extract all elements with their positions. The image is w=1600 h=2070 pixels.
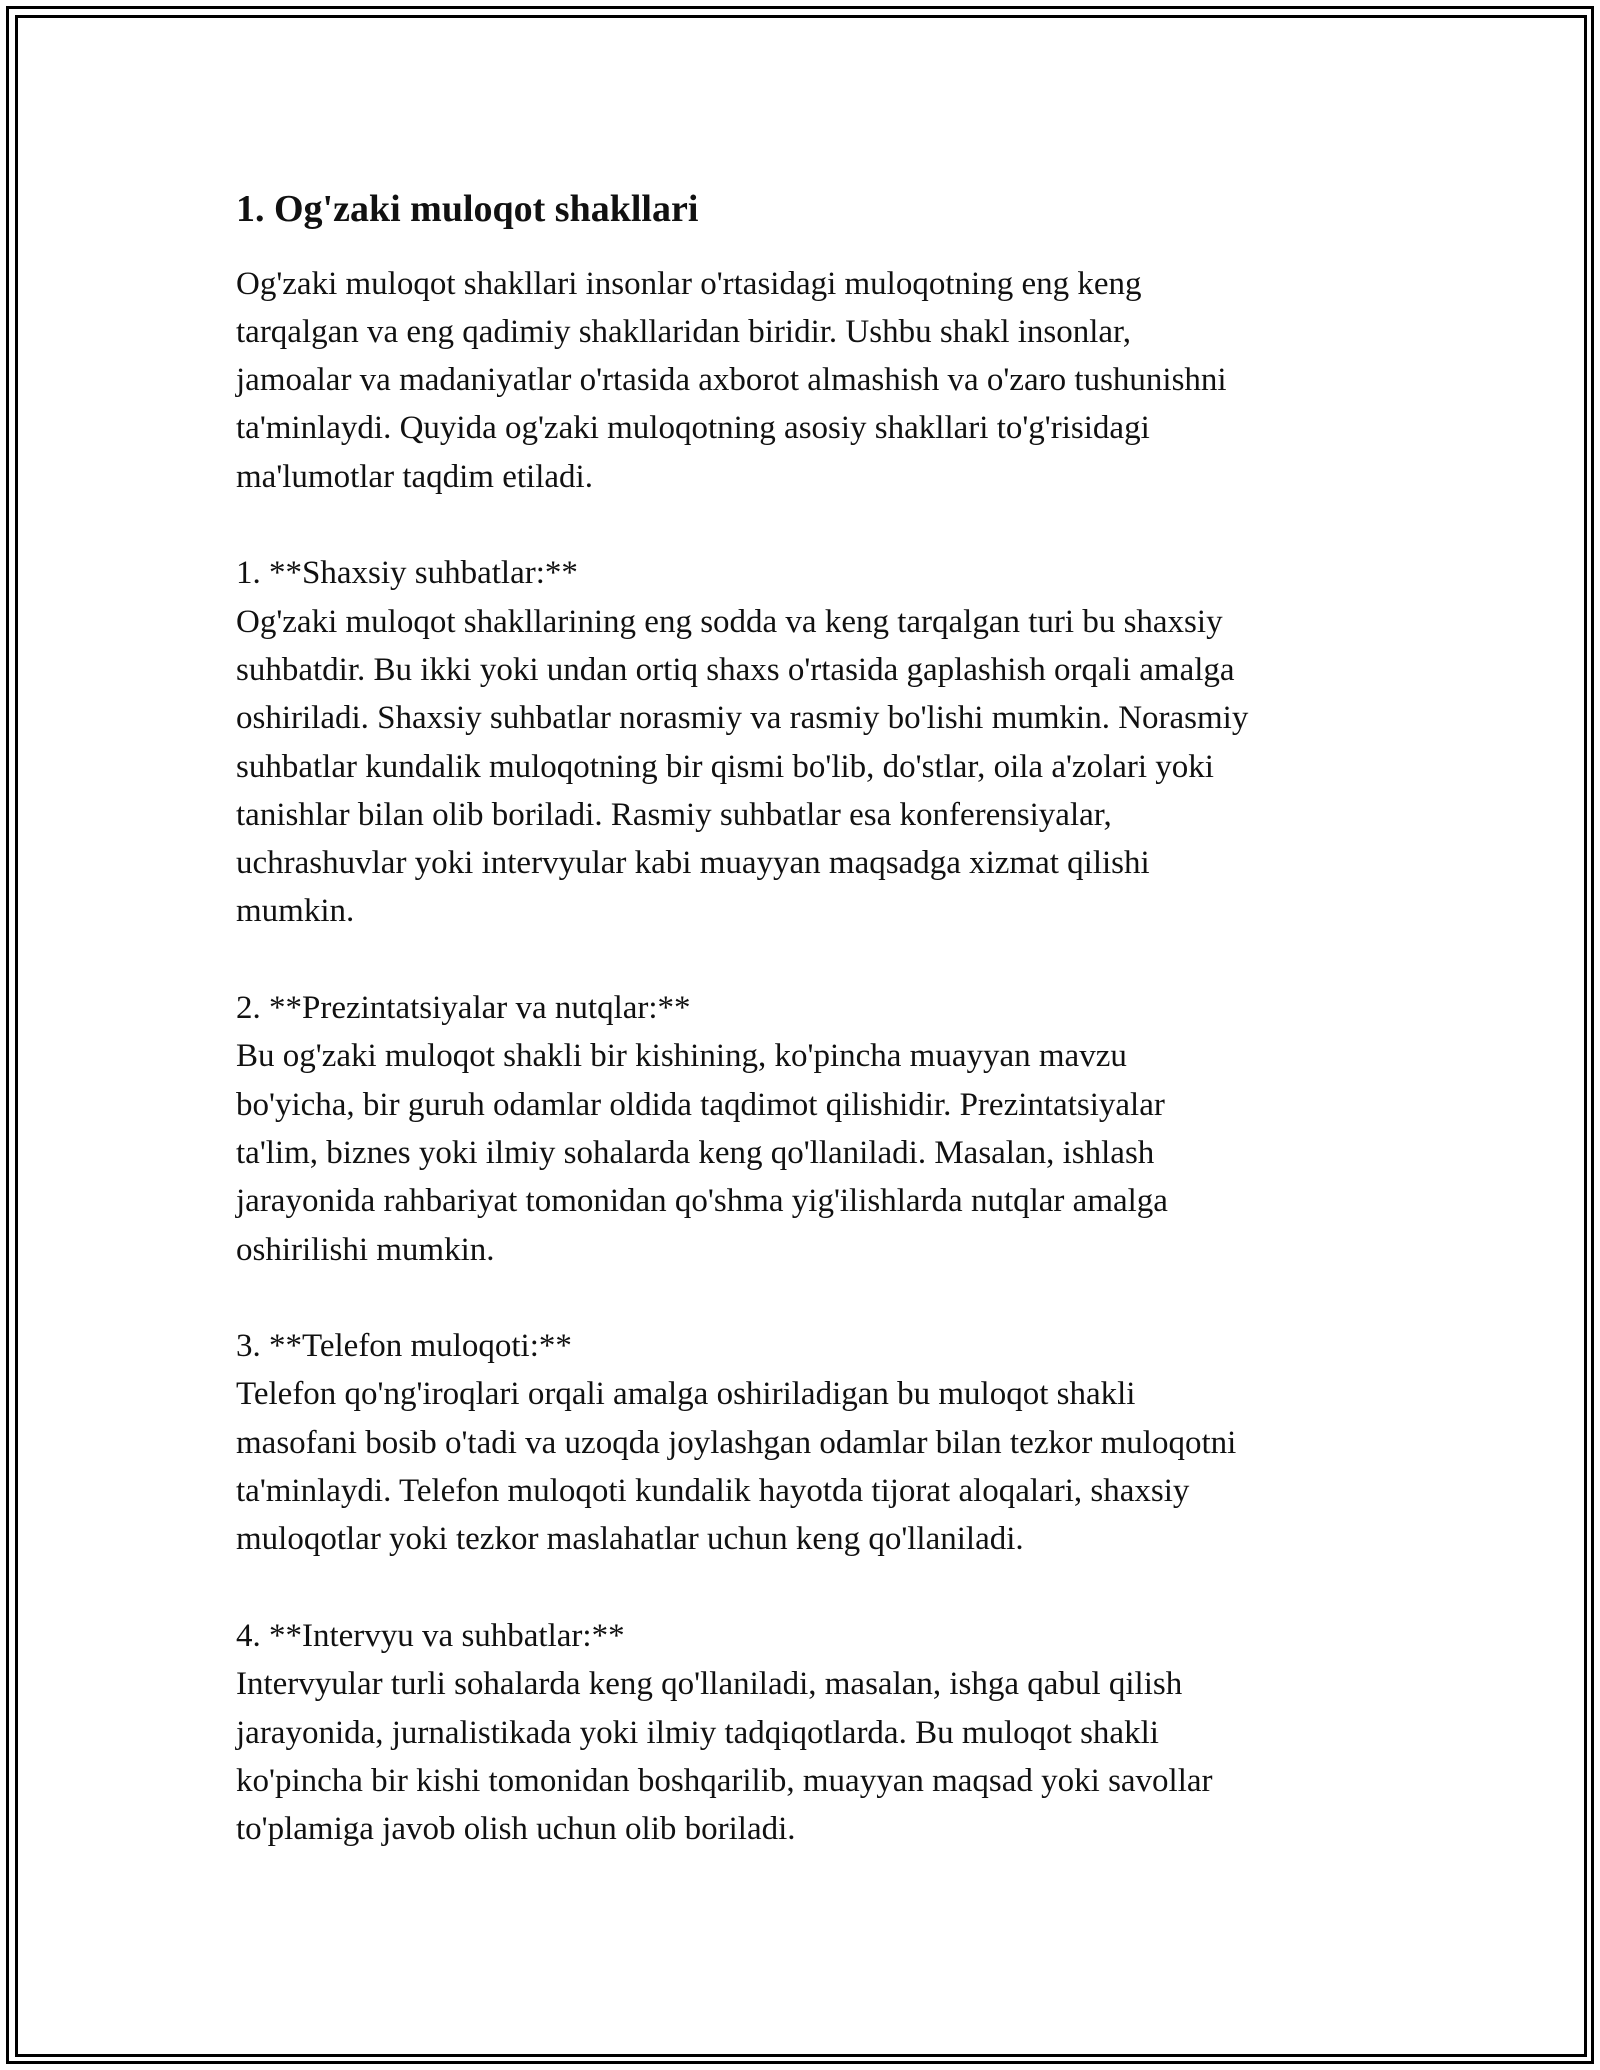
document-page: [236, 176, 1406, 1853]
section-heading-4: 4. **Intervyu va suhbatlar:**: [236, 1617, 625, 1654]
section-heading-1: 1. **Shaxsiy suhbatlar:**: [236, 555, 578, 592]
section-text-1: Og'zaki muloqot shakllarining eng sodda va keng tarqalgan turi bu shaxsiy suhbatdir. Bu ikki yoki undan ortiq shaxs o'rtasida gaplashish orqali amalga oshiriladi. Shaxsiy suhbatlar norasmiy va rasmiy bo'lishi mumkin. Norasmiy suhbatlar kundalik muloqotning bir qismi bo'lib, do'stlar, oila a'zolari yoki tanishlar bilan olib boriladi. Rasmiy suhbatlar esa konferensiyalar, uchrashuvlar yoki intervyular kabi muayyan maqsadga xizmat qilishi mumkin.: [236, 603, 1249, 930]
document-title: 1. Og'zaki muloqot shakllari: [236, 188, 699, 230]
section-text-3: Telefon qo'ng'iroqlari orqali amalga oshiriladigan bu muloqot shakli masofani bosib o'tadi va uzoqda joylashgan odamlar bilan tezkor muloqotni ta'minlaydi. Telefon muloqoti kundalik hayotda tijorat aloqalari, shaxsiy muloqotlar yoki tezkor maslahatlar uchun keng qo'llaniladi.: [236, 1376, 1237, 1558]
section-heading-2: 2. **Prezintatsiyalar va nutqlar:**: [236, 990, 691, 1027]
intro-paragraph: Og'zaki muloqot shakllari insonlar o'rtasidagi muloqotning eng keng tarqalgan va eng qadimiy shakllaridan biridir. Ushbu shakl insonlar, jamoalar va madaniyatlar o'rtasida axborot almashish va o'zaro tushunishni ta'minlaydi. Quyida og'zaki muloqotning asosiy shakllari to'g'risidagi ma'lumotlar taqdim etiladi.: [236, 265, 1227, 495]
paragraph-gap: [236, 936, 1406, 984]
section-text-2: Bu og'zaki muloqot shakli bir kishining, ko'pincha muayyan mavzu bo'yicha, bir guruh odamlar oldida taqdimot qilishidir. Prezintatsiyalar ta'lim, biznes yoki ilmiy sohalarda keng qo'llaniladi. Masalan, ishlash jarayonida rahbariyat tomonidan qo'shma yig'ilishlarda nutqlar amalga oshirilishi mumkin.: [236, 1038, 1168, 1268]
section-heading-3: 3. **Telefon muloqoti:**: [236, 1328, 572, 1365]
paragraph-gap: [236, 1564, 1406, 1612]
paragraph-gap: [236, 501, 1406, 549]
paragraph-gap: [236, 1274, 1406, 1322]
section-text-4: Intervyular turli sohalarda keng qo'llaniladi, masalan, ishga qabul qilish jarayonida, jurnalistikada yoki ilmiy tadqiqotlarda. Bu muloqot shakli ko'pincha bir kishi tomonidan boshqarilib, muayyan maqsad yoki savollar to'plamiga javob olish uchun olib boriladi.: [236, 1666, 1213, 1848]
